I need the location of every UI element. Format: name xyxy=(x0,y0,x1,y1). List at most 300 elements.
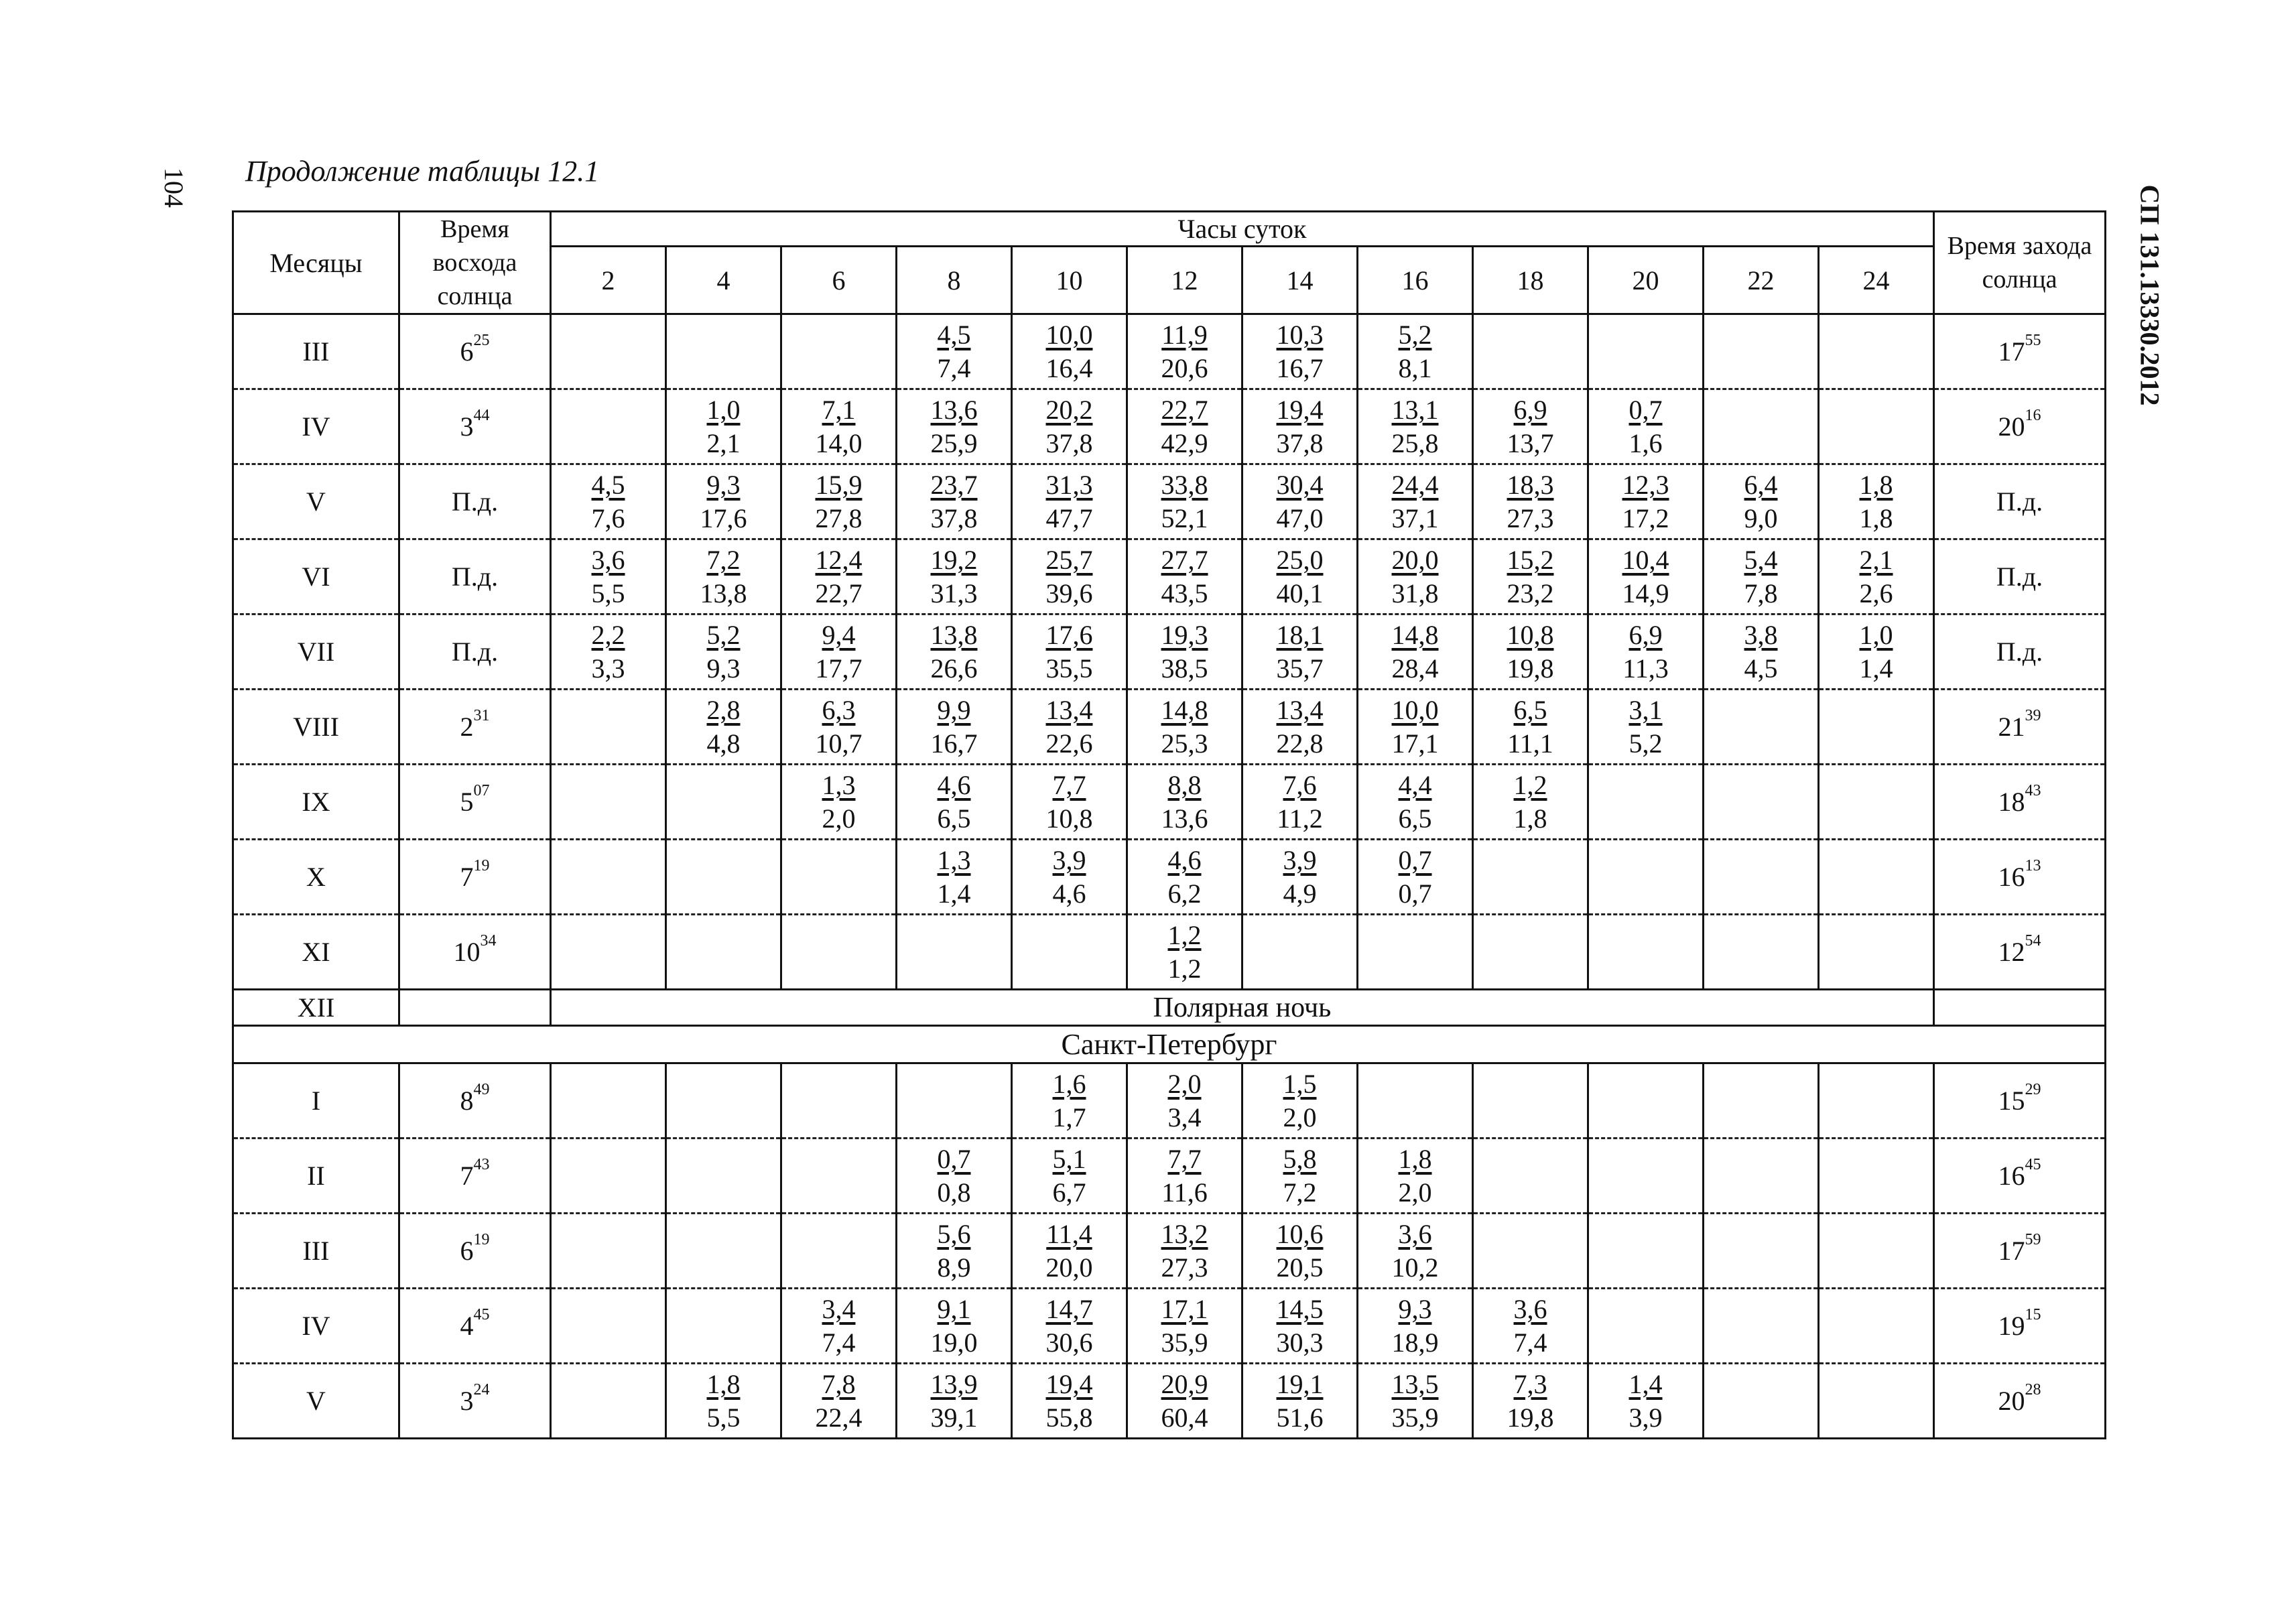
direct-radiation: 7,8 xyxy=(822,1368,856,1399)
sunrise-cell xyxy=(399,314,551,389)
value-cell xyxy=(1012,765,1127,840)
direct-radiation: 4,5 xyxy=(937,319,971,350)
time-hours: П.д. xyxy=(451,562,499,592)
fraction xyxy=(1161,694,1208,761)
time-hours: 7 xyxy=(460,862,474,892)
total-radiation: 9,0 xyxy=(1744,503,1778,533)
direct-radiation: 13,2 xyxy=(1161,1218,1208,1249)
city-heading: Санкт-Петербург xyxy=(233,1026,2106,1063)
total-radiation: 4,6 xyxy=(1052,878,1086,909)
value-cell xyxy=(1358,915,1473,990)
time-minutes: 45 xyxy=(473,1306,490,1323)
value-cell xyxy=(1358,840,1473,915)
time-hours: 17 xyxy=(1998,1236,2025,1266)
value-cell xyxy=(1819,464,1934,539)
time-hours: 19 xyxy=(1998,1311,2025,1341)
sunset-cell xyxy=(1934,464,2106,539)
total-radiation: 31,3 xyxy=(930,578,978,608)
total-radiation: 2,0 xyxy=(1283,1102,1317,1132)
direct-radiation: 9,4 xyxy=(822,619,856,650)
value-cell xyxy=(551,765,666,840)
time-minutes: 13 xyxy=(2025,857,2041,874)
table-caption: Продолжение таблицы 12.1 xyxy=(245,155,600,188)
direct-radiation: 6,4 xyxy=(1744,469,1778,500)
sunset-cell xyxy=(1934,840,2106,915)
direct-radiation: 3,6 xyxy=(591,544,625,575)
total-radiation: 1,8 xyxy=(1859,503,1893,533)
direct-radiation: 20,9 xyxy=(1161,1368,1208,1399)
header-months: Месяцы xyxy=(233,212,399,314)
direct-radiation: 5,8 xyxy=(1283,1143,1317,1174)
header-hour-18: 18 xyxy=(1473,247,1588,314)
header-hours-title: Часы суток xyxy=(551,212,1934,247)
fraction xyxy=(1161,1218,1208,1285)
sunset-cell xyxy=(1934,990,2106,1026)
total-radiation: 11,6 xyxy=(1161,1177,1208,1208)
total-radiation: 1,6 xyxy=(1629,428,1663,458)
total-radiation: 11,3 xyxy=(1622,653,1669,684)
total-radiation: 35,5 xyxy=(1045,653,1093,684)
value-cell xyxy=(551,464,666,539)
fraction xyxy=(1053,1067,1086,1134)
direct-radiation: 13,8 xyxy=(930,619,978,650)
time-minutes: 07 xyxy=(473,782,490,799)
sunrise-cell xyxy=(399,840,551,915)
sunset-cell xyxy=(1934,614,2106,690)
total-radiation: 13,8 xyxy=(700,578,747,608)
direct-radiation: 3,8 xyxy=(1744,619,1778,650)
total-radiation: 14,9 xyxy=(1622,578,1669,608)
direct-radiation: 18,3 xyxy=(1507,469,1554,500)
direct-radiation: 13,4 xyxy=(1276,694,1324,725)
fraction xyxy=(1046,1368,1093,1435)
value-cell xyxy=(1012,539,1127,614)
sunrise-cell xyxy=(399,614,551,690)
fraction xyxy=(816,694,863,761)
total-radiation: 37,1 xyxy=(1391,503,1439,533)
value-cell xyxy=(781,1063,897,1139)
direct-radiation: 3,9 xyxy=(1283,844,1317,875)
total-radiation: 7,8 xyxy=(1744,578,1778,608)
value-cell xyxy=(1588,1289,1704,1364)
value-cell xyxy=(551,314,666,389)
total-radiation: 1,8 xyxy=(1513,803,1547,834)
total-radiation: 17,7 xyxy=(815,653,863,684)
sunset-cell xyxy=(1934,1139,2106,1214)
fraction xyxy=(931,619,978,686)
value-cell xyxy=(1358,539,1473,614)
document-code xyxy=(2123,147,2177,442)
total-radiation: 20,6 xyxy=(1161,352,1208,383)
time-minutes: 54 xyxy=(2025,932,2041,950)
total-radiation: 26,6 xyxy=(930,653,978,684)
value-cell xyxy=(1473,840,1588,915)
total-radiation: 35,7 xyxy=(1276,653,1324,684)
total-radiation: 0,8 xyxy=(937,1177,971,1208)
header-hour-2: 2 xyxy=(551,247,666,314)
total-radiation: 52,1 xyxy=(1161,503,1208,533)
direct-radiation: 0,7 xyxy=(1629,394,1663,425)
total-radiation: 5,5 xyxy=(706,1402,741,1433)
fraction xyxy=(1161,1368,1208,1435)
total-radiation: 10,2 xyxy=(1391,1252,1439,1283)
polar-night-cell: Полярная ночь xyxy=(551,990,1934,1026)
total-radiation: 7,6 xyxy=(591,503,625,533)
value-cell xyxy=(897,1139,1012,1214)
month-cell: VI xyxy=(233,539,399,614)
value-cell xyxy=(1358,1289,1473,1364)
city-row xyxy=(233,1026,2106,1063)
direct-radiation: 14,5 xyxy=(1276,1293,1324,1324)
fraction xyxy=(1392,1218,1439,1285)
value-cell xyxy=(1242,1289,1358,1364)
total-radiation: 60,4 xyxy=(1161,1402,1208,1433)
direct-radiation: 13,5 xyxy=(1391,1368,1439,1399)
time-hours: 8 xyxy=(460,1086,474,1116)
total-radiation: 27,3 xyxy=(1507,503,1554,533)
direct-radiation: 1,2 xyxy=(1513,769,1547,800)
value-cell xyxy=(1704,314,1819,389)
direct-radiation: 7,6 xyxy=(1283,769,1317,800)
total-radiation: 6,5 xyxy=(1398,803,1432,834)
total-radiation: 4,8 xyxy=(706,728,741,759)
fraction xyxy=(1744,619,1778,686)
header-hour-6: 6 xyxy=(781,247,897,314)
direct-radiation: 8,8 xyxy=(1167,769,1202,800)
total-radiation: 40,1 xyxy=(1276,578,1324,608)
value-cell xyxy=(551,915,666,990)
value-cell xyxy=(666,1139,781,1214)
value-cell xyxy=(1588,614,1704,690)
month-cell: III xyxy=(233,1214,399,1289)
direct-radiation: 13,4 xyxy=(1045,694,1093,725)
direct-radiation: 14,8 xyxy=(1161,694,1208,725)
month-cell: V xyxy=(233,464,399,539)
time-hours: 10 xyxy=(453,937,481,967)
month-cell: X xyxy=(233,840,399,915)
time-hours: 12 xyxy=(1998,937,2025,967)
direct-radiation: 7,3 xyxy=(1513,1368,1547,1399)
value-cell xyxy=(666,915,781,990)
sunset-cell xyxy=(1934,1063,2106,1139)
time-minutes: 19 xyxy=(473,857,490,874)
fraction xyxy=(700,468,747,535)
header-hour-20: 20 xyxy=(1588,247,1704,314)
value-cell xyxy=(666,1289,781,1364)
total-radiation: 22,7 xyxy=(815,578,863,608)
fraction xyxy=(931,468,978,535)
fraction xyxy=(1277,619,1324,686)
value-cell xyxy=(1127,1364,1242,1439)
value-cell xyxy=(781,539,897,614)
value-cell xyxy=(1819,1289,1934,1364)
fraction xyxy=(707,694,741,761)
value-cell xyxy=(1819,1063,1934,1139)
total-radiation: 25,9 xyxy=(930,428,978,458)
value-cell xyxy=(897,690,1012,765)
direct-radiation: 14,7 xyxy=(1045,1293,1093,1324)
value-cell xyxy=(1358,1214,1473,1289)
direct-radiation: 1,3 xyxy=(822,769,856,800)
value-cell xyxy=(1127,539,1242,614)
value-cell xyxy=(1473,1214,1588,1289)
sunrise-cell xyxy=(399,1139,551,1214)
value-cell xyxy=(666,539,781,614)
value-cell xyxy=(781,690,897,765)
total-radiation: 27,8 xyxy=(815,503,863,533)
fraction xyxy=(1046,1293,1093,1360)
month-cell: IV xyxy=(233,389,399,464)
fraction xyxy=(931,1368,978,1435)
total-radiation: 39,6 xyxy=(1045,578,1093,608)
total-radiation: 16,4 xyxy=(1045,352,1093,383)
fraction xyxy=(938,1143,971,1210)
time-hours: 17 xyxy=(1998,336,2025,367)
value-cell xyxy=(1012,464,1127,539)
total-radiation: 19,8 xyxy=(1507,1402,1554,1433)
fraction xyxy=(1046,1218,1093,1285)
value-cell xyxy=(1242,915,1358,990)
direct-radiation: 4,5 xyxy=(591,469,625,500)
polar-night-row xyxy=(233,990,2106,1026)
time-hours: 20 xyxy=(1998,411,2025,442)
time-hours: 18 xyxy=(1998,787,2025,817)
total-radiation: 19,0 xyxy=(930,1327,978,1358)
fraction xyxy=(1514,1293,1547,1360)
total-radiation: 2,6 xyxy=(1859,578,1893,608)
time-hours: 20 xyxy=(1998,1386,2025,1416)
time-hours: 21 xyxy=(1998,712,2025,742)
total-radiation: 35,9 xyxy=(1161,1327,1208,1358)
value-cell xyxy=(1242,614,1358,690)
direct-radiation: 11,4 xyxy=(1046,1218,1092,1249)
total-radiation: 14,0 xyxy=(815,428,863,458)
time-hours: 5 xyxy=(460,787,474,817)
direct-radiation: 1,0 xyxy=(1859,619,1893,650)
fraction xyxy=(1744,468,1778,535)
value-cell xyxy=(551,1063,666,1139)
value-cell xyxy=(666,1063,781,1139)
time-hours: 16 xyxy=(1998,1161,2025,1191)
value-cell xyxy=(1127,464,1242,539)
value-cell xyxy=(1473,389,1588,464)
value-cell xyxy=(1819,539,1934,614)
value-cell xyxy=(1358,690,1473,765)
value-cell xyxy=(1127,840,1242,915)
direct-radiation: 17,1 xyxy=(1161,1293,1208,1324)
direct-radiation: 1,8 xyxy=(1398,1143,1432,1174)
time-hours: 3 xyxy=(460,411,474,442)
value-cell xyxy=(551,539,666,614)
fraction xyxy=(1046,619,1093,686)
direct-radiation: 4,6 xyxy=(1167,844,1202,875)
value-cell xyxy=(666,314,781,389)
fraction xyxy=(1622,619,1669,686)
month-cell: VII xyxy=(233,614,399,690)
direct-radiation: 5,2 xyxy=(706,619,741,650)
value-cell xyxy=(897,765,1012,840)
direct-radiation: 15,9 xyxy=(815,469,863,500)
value-cell xyxy=(1473,1364,1588,1439)
direct-radiation: 3,9 xyxy=(1052,844,1086,875)
direct-radiation: 25,7 xyxy=(1045,544,1093,575)
header-hour-14: 14 xyxy=(1242,247,1358,314)
value-cell xyxy=(551,1139,666,1214)
fraction xyxy=(1507,393,1554,460)
total-radiation: 47,0 xyxy=(1276,503,1324,533)
value-cell xyxy=(1242,765,1358,840)
value-cell xyxy=(1012,1214,1127,1289)
total-radiation: 4,5 xyxy=(1744,653,1778,684)
total-radiation: 13,7 xyxy=(1507,428,1554,458)
value-cell xyxy=(1127,1139,1242,1214)
table-row xyxy=(233,314,2106,389)
total-radiation: 18,9 xyxy=(1391,1327,1439,1358)
value-cell xyxy=(1819,765,1934,840)
sunrise-cell xyxy=(399,389,551,464)
value-cell xyxy=(1127,1289,1242,1364)
sunrise-cell xyxy=(399,539,551,614)
table-row xyxy=(233,915,2106,990)
value-cell xyxy=(1473,1289,1588,1364)
value-cell xyxy=(1588,464,1704,539)
fraction xyxy=(822,769,856,836)
month-cell: IX xyxy=(233,765,399,840)
table-row xyxy=(233,389,2106,464)
value-cell xyxy=(1012,690,1127,765)
fraction xyxy=(1277,393,1324,460)
total-radiation: 7,4 xyxy=(1513,1327,1547,1358)
total-radiation: 39,1 xyxy=(930,1402,978,1433)
fraction xyxy=(1161,393,1208,460)
time-hours: 4 xyxy=(460,1311,474,1341)
fraction xyxy=(1392,468,1439,535)
value-cell xyxy=(1358,1063,1473,1139)
time-hours: 2 xyxy=(460,712,474,742)
value-cell xyxy=(1473,614,1588,690)
month-cell: V xyxy=(233,1364,399,1439)
fraction xyxy=(1277,1368,1324,1435)
sunrise-cell xyxy=(399,690,551,765)
fraction xyxy=(1277,769,1323,836)
total-radiation: 10,8 xyxy=(1045,803,1093,834)
direct-radiation: 1,8 xyxy=(706,1368,741,1399)
total-radiation: 25,3 xyxy=(1161,728,1208,759)
total-radiation: 20,0 xyxy=(1045,1252,1093,1283)
value-cell xyxy=(1242,1063,1358,1139)
header-hour-16: 16 xyxy=(1358,247,1473,314)
time-minutes: 55 xyxy=(2025,332,2041,349)
value-cell xyxy=(1588,1139,1704,1214)
sunrise-cell xyxy=(399,1063,551,1139)
table-row xyxy=(233,1063,2106,1139)
direct-radiation: 13,9 xyxy=(930,1368,978,1399)
fraction xyxy=(592,468,625,535)
value-cell xyxy=(1588,1364,1704,1439)
fraction xyxy=(1046,468,1093,535)
sunrise-cell xyxy=(399,765,551,840)
fraction xyxy=(816,619,863,686)
fraction xyxy=(700,543,747,610)
value-cell xyxy=(1704,1289,1819,1364)
time-hours: П.д. xyxy=(1996,562,2043,592)
fraction xyxy=(1860,543,1893,610)
table-row xyxy=(233,690,2106,765)
fraction xyxy=(592,619,625,686)
value-cell xyxy=(1704,539,1819,614)
value-cell xyxy=(551,1214,666,1289)
total-radiation: 23,2 xyxy=(1507,578,1554,608)
time-minutes: 43 xyxy=(2025,782,2041,799)
direct-radiation: 19,2 xyxy=(930,544,978,575)
total-radiation: 11,1 xyxy=(1507,728,1553,759)
value-cell xyxy=(897,464,1012,539)
fraction xyxy=(1860,619,1893,686)
value-cell xyxy=(897,1364,1012,1439)
value-cell xyxy=(551,614,666,690)
total-radiation: 42,9 xyxy=(1161,428,1208,458)
total-radiation: 20,5 xyxy=(1276,1252,1324,1283)
direct-radiation: 15,2 xyxy=(1507,544,1554,575)
time-hours: П.д. xyxy=(1996,486,2043,517)
value-cell xyxy=(551,1364,666,1439)
value-cell xyxy=(897,840,1012,915)
month-cell: VIII xyxy=(233,690,399,765)
fraction xyxy=(1168,919,1202,986)
sunset-cell xyxy=(1934,1214,2106,1289)
value-cell xyxy=(897,539,1012,614)
value-cell xyxy=(1819,1139,1934,1214)
time-minutes: 34 xyxy=(480,932,497,950)
table-row xyxy=(233,614,2106,690)
fraction xyxy=(1277,543,1324,610)
direct-radiation: 33,8 xyxy=(1161,469,1208,500)
time-minutes: 43 xyxy=(473,1156,490,1173)
time-minutes: 44 xyxy=(473,407,490,424)
fraction xyxy=(1283,1067,1317,1134)
direct-radiation: 5,6 xyxy=(937,1218,971,1249)
value-cell xyxy=(1358,1139,1473,1214)
total-radiation: 8,1 xyxy=(1398,352,1432,383)
value-cell xyxy=(1242,1214,1358,1289)
value-cell xyxy=(1127,614,1242,690)
value-cell xyxy=(1819,1214,1934,1289)
value-cell xyxy=(1242,1139,1358,1214)
total-radiation: 37,8 xyxy=(1045,428,1093,458)
time-minutes: 59 xyxy=(2025,1231,2041,1248)
total-radiation: 22,6 xyxy=(1045,728,1093,759)
fraction xyxy=(1399,769,1432,836)
fraction xyxy=(1629,1368,1663,1435)
fraction xyxy=(1161,468,1208,535)
value-cell xyxy=(666,840,781,915)
value-cell xyxy=(897,314,1012,389)
direct-radiation: 2,0 xyxy=(1167,1068,1202,1099)
direct-radiation: 1,4 xyxy=(1629,1368,1663,1399)
value-cell xyxy=(1242,464,1358,539)
table-row xyxy=(233,1214,2106,1289)
fraction xyxy=(1046,694,1093,761)
total-radiation: 31,8 xyxy=(1391,578,1439,608)
fraction xyxy=(1046,393,1093,460)
total-radiation: 37,8 xyxy=(1276,428,1324,458)
fraction xyxy=(1507,543,1554,610)
fraction xyxy=(707,393,741,460)
fraction xyxy=(1622,543,1669,610)
fraction xyxy=(1629,393,1663,460)
fraction xyxy=(1161,543,1208,610)
fraction xyxy=(1514,769,1547,836)
